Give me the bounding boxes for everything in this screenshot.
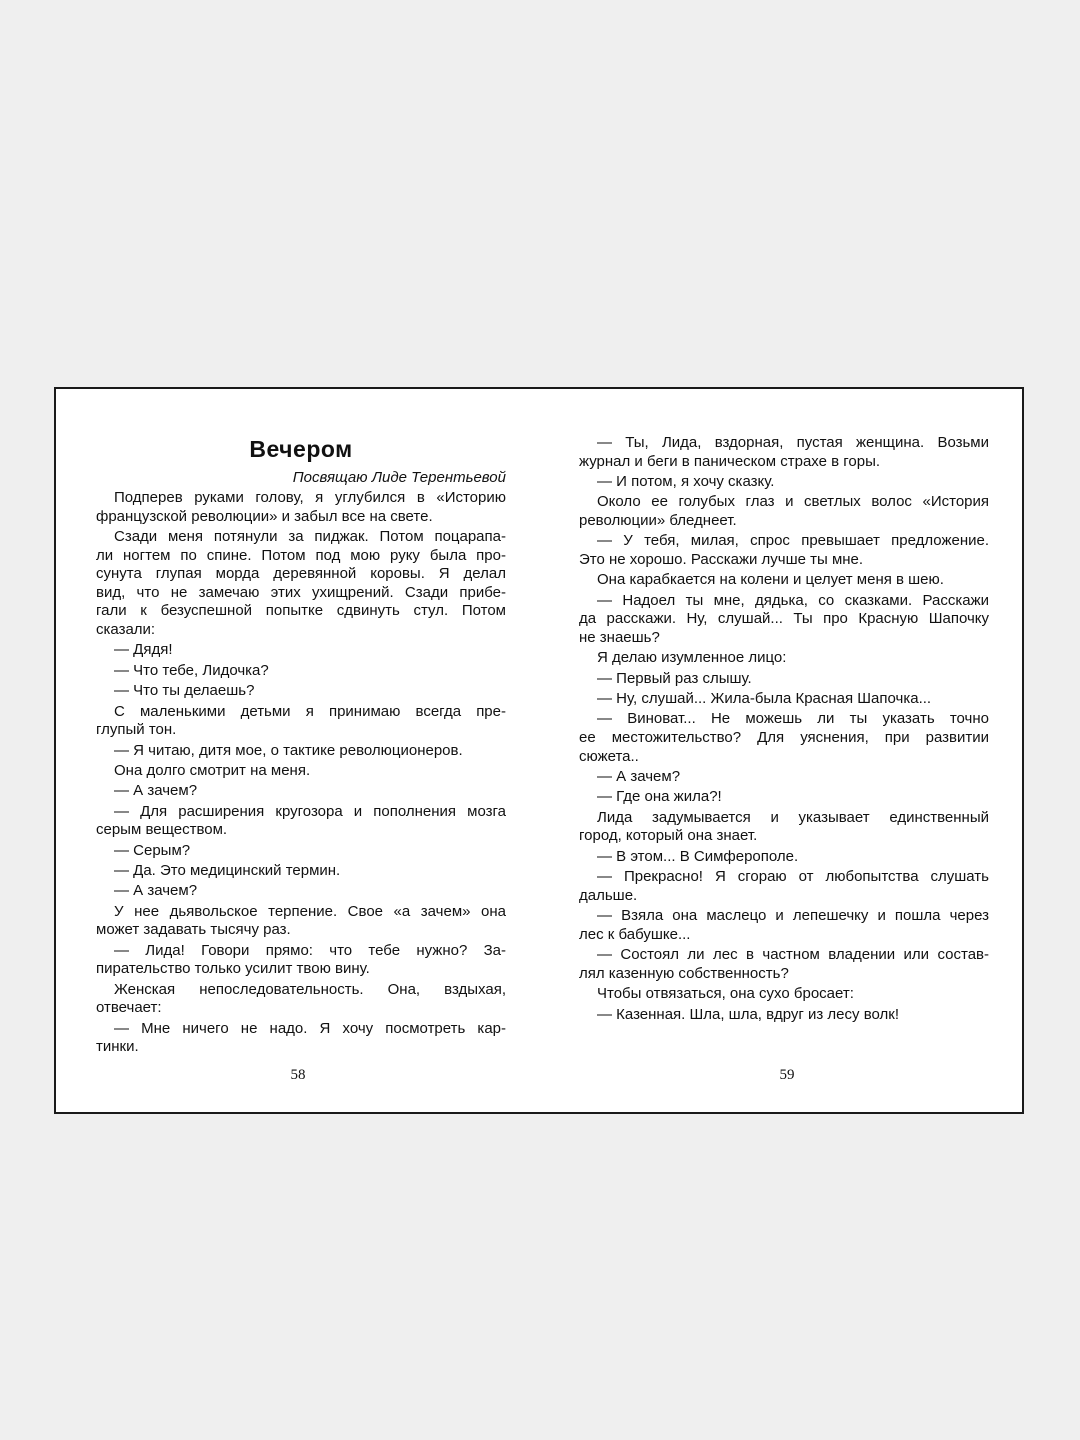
text-line: — Серым?	[114, 841, 191, 859]
paragraph	[579, 690, 989, 709]
paragraph	[96, 489, 506, 526]
paragraph	[96, 742, 506, 761]
text-line: — Лида! Говори прямо: что тебе нужно? За-	[114, 941, 506, 959]
text-line: — Где она жила?!	[597, 788, 722, 806]
text-line: — И потом, я хочу сказку.	[597, 472, 775, 490]
paragraph	[96, 782, 506, 801]
text-line: да расскажи. Ну, слушай... Ты про Красную Шапочку	[579, 610, 989, 628]
text-line: Сзади меня потянули за пиджак. Потом поцарапа-	[114, 527, 506, 545]
paragraph	[96, 981, 506, 1018]
paragraph	[579, 809, 989, 846]
paragraph	[579, 1006, 989, 1025]
text-line: Это не хорошо. Расскажи лучше ты мне.	[579, 550, 864, 568]
paragraph	[579, 868, 989, 905]
text-line: пирательство только усилит твою вину.	[96, 960, 370, 978]
text-line: — Я читаю, дитя мое, о тактике революционеров.	[114, 741, 463, 759]
text-line: — Первый раз слышу.	[597, 669, 752, 687]
page-number-right: 59	[779, 1067, 795, 1083]
paragraph	[579, 710, 989, 766]
paragraph	[579, 434, 989, 471]
text-line: — Да. Это медицинский термин.	[114, 862, 341, 880]
text-line: ее местожительство? Для уяснения, при развитии	[579, 729, 989, 747]
paragraph	[96, 641, 506, 660]
paragraph	[96, 942, 506, 979]
text-line: — Надоел ты мне, дядька, со сказками. Расскажи	[597, 591, 989, 609]
text-line: — А зачем?	[114, 782, 198, 800]
paragraph	[96, 803, 506, 840]
paragraph	[579, 592, 989, 648]
paragraph	[579, 985, 989, 1004]
text-line: — Прекрасно! Я сгораю от любопытства слушать	[597, 868, 989, 886]
paragraph	[96, 1020, 506, 1057]
paragraph	[579, 649, 989, 668]
text-line: сунута глупая морда деревянной коровы. Я делал	[96, 565, 506, 583]
text-line: С маленькими детьми я принимаю всегда пре-	[114, 702, 506, 720]
paragraph	[96, 762, 506, 781]
text-line: город, который она знает.	[579, 827, 758, 845]
paragraph	[579, 788, 989, 807]
text-line: Лида задумывается и указывает единственный	[597, 808, 989, 826]
text-line: — У тебя, милая, спрос превышает предложение.	[597, 532, 989, 550]
paragraph	[96, 682, 506, 701]
text-line: ли ногтем по спине. Потом под мою руку была про-	[96, 546, 506, 564]
paragraph	[96, 703, 506, 740]
text-line: дальше.	[579, 886, 638, 904]
text-line: — Дядя!	[114, 641, 173, 659]
paragraph	[579, 493, 989, 530]
paragraph	[579, 670, 989, 689]
text-line: Подперев руками голову, я углубился в «Историю	[114, 489, 506, 506]
paragraph	[579, 946, 989, 983]
paragraph	[96, 662, 506, 681]
text-line: лес к бабушке...	[579, 925, 691, 943]
text-line: — Ну, слушай... Жила-была Красная Шапочка...	[597, 690, 932, 708]
left-page	[96, 389, 506, 1057]
text-line: сказали:	[96, 620, 156, 638]
text-line: отвечает:	[96, 999, 162, 1017]
text-line: — Что тебе, Лидочка?	[114, 661, 269, 679]
text-line: не знаешь?	[579, 628, 660, 646]
text-line: серым веществом.	[96, 821, 228, 839]
text-line: Женская непоследовательность. Она, вздыхая,	[114, 980, 506, 998]
text-line: Она карабкается на колени и целует меня в шею.	[597, 571, 944, 589]
text-line: может задавать тысячу раз.	[96, 921, 291, 939]
paragraph	[579, 848, 989, 867]
chapter-title: Вечером	[249, 436, 353, 462]
text-line: гали к безуспешной попытке сдвинуть стул. Потом	[96, 602, 506, 620]
text-line: тинки.	[96, 1038, 139, 1056]
right-page-text	[579, 434, 989, 1024]
paragraph	[96, 528, 506, 640]
text-line: — Виноват... Не можешь ли ты указать точно	[597, 710, 989, 728]
text-line: лял казенную собственность?	[579, 964, 789, 982]
dedication: Посвящаю Лиде Терентьевой	[292, 469, 506, 486]
text-line: — А зачем?	[597, 768, 681, 786]
book-spread	[54, 387, 1024, 1114]
paragraph	[579, 571, 989, 590]
text-line: — В этом... В Симферополе.	[597, 847, 799, 865]
paragraph	[579, 907, 989, 944]
text-line: — Ты, Лида, вздорная, пустая женщина. Возьми	[597, 434, 989, 451]
text-line: — Для расширения кругозора и пополнения мозга	[114, 802, 506, 820]
text-line: — Казенная. Шла, шла, вдруг из лесу волк!	[597, 1005, 899, 1023]
paragraph	[96, 842, 506, 861]
text-line: вид, что не замечаю этих ухищрений. Сзади прибе-	[96, 583, 506, 601]
paragraph	[96, 882, 506, 901]
paragraph	[96, 903, 506, 940]
left-page-text	[96, 489, 506, 1057]
text-line: — А зачем?	[114, 882, 198, 900]
text-line: — Взяла она маслецо и лепешечку и пошла через	[597, 907, 989, 925]
paragraph	[579, 768, 989, 787]
text-line: Она долго смотрит на меня.	[114, 761, 311, 779]
paragraph	[579, 532, 989, 569]
text-line: журнал и беги в паническом страхе в горы.	[579, 452, 881, 470]
text-line: Чтобы отвязаться, она сухо бросает:	[597, 985, 854, 1003]
page-number-left: 58	[290, 1067, 306, 1083]
paragraph	[96, 862, 506, 881]
text-line: Я делаю изумленное лицо:	[597, 649, 787, 667]
text-line: французской революции» и забыл все на свете.	[96, 507, 433, 525]
text-line: глупый тон.	[96, 721, 177, 739]
text-line: — Мне ничего не надо. Я хочу посмотреть кар-	[114, 1019, 506, 1037]
right-page	[579, 434, 989, 1024]
text-line: — Состоял ли лес в частном владении или состав-	[597, 946, 989, 964]
text-line: — Что ты делаешь?	[114, 682, 255, 700]
paragraph	[579, 473, 989, 492]
text-line: сюжета..	[579, 747, 639, 765]
text-line: Около ее голубых глаз и светлых волос «История	[597, 493, 989, 511]
text-line: У нее дьявольское терпение. Свое «а зачем» она	[114, 902, 506, 920]
text-line: революции» бледнеет.	[579, 511, 737, 529]
